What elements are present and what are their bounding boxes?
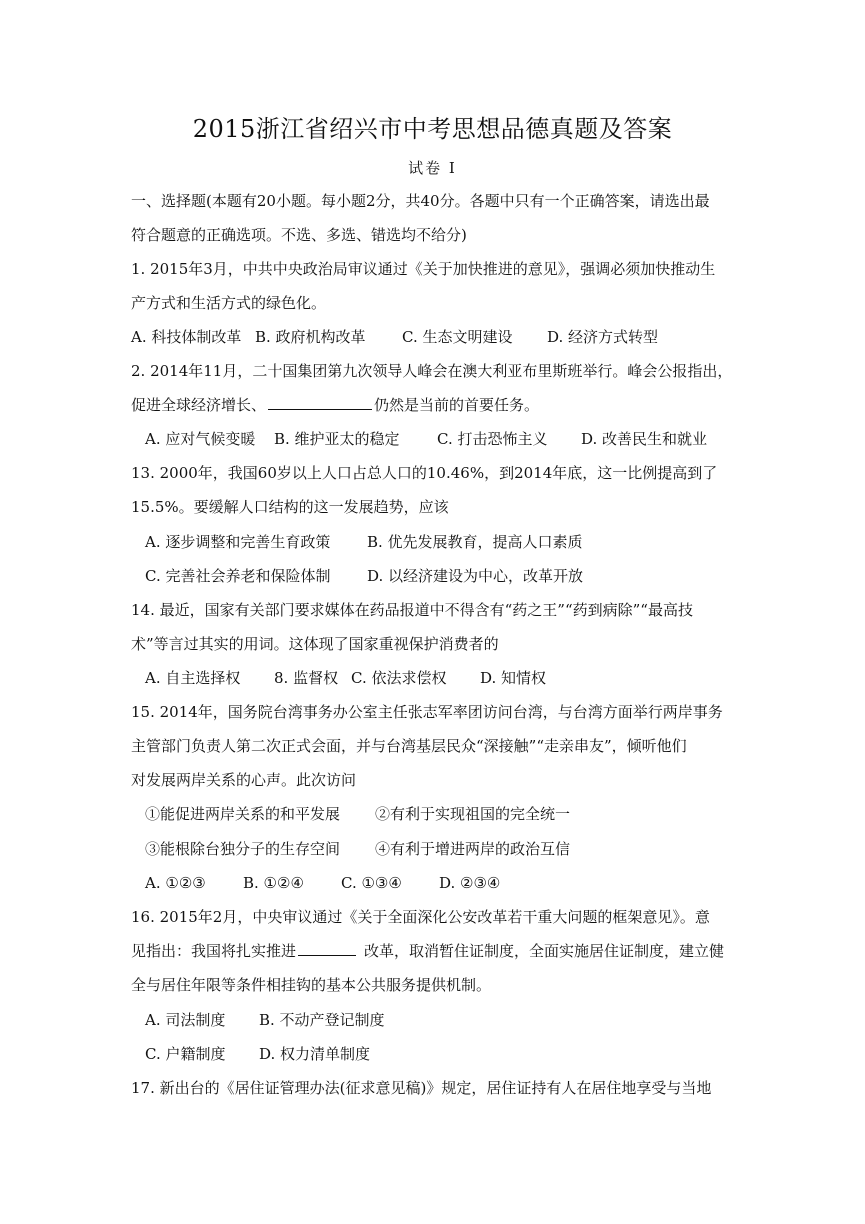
q13-line-2: 15.5%。要缓解人口结构的这一发展趋势，应该: [131, 498, 449, 516]
q16-line-2-end: 改革，取消暂住证制度，全面实施居住证制度，建立健: [364, 942, 725, 960]
q2-line-2: [131, 393, 741, 417]
q1-option-d: D. 经济方式转型: [547, 328, 659, 346]
q16-option-d: D. 权力清单制度: [259, 1045, 371, 1063]
q14-line-2: 术”等言过其实的用词。这体现了国家重视保护消费者的: [131, 635, 499, 653]
q15-option-b: B. ①②④: [243, 874, 304, 892]
q13-option-b: B. 优先发展教育，提高人口素质: [367, 533, 583, 551]
q1-options: [131, 325, 741, 349]
q2-options: [145, 427, 755, 451]
q16-option-b: B. 不动产登记制度: [259, 1011, 385, 1029]
q2-option-b: B. 维护亚太的稳定: [274, 430, 400, 448]
q13-line-1: 13. 2000年，我国60岁以上人口占总人口的10.46%，到2014年底，这一比例提高到了: [131, 464, 718, 482]
q16-option-a: A. 司法制度: [145, 1011, 226, 1029]
q15-options: [145, 871, 755, 895]
q15-option-c: C. ①③④: [341, 874, 402, 892]
q15-line-2: 主管部门负责人第二次正式会面，并与台湾基层民众“深接触”“走亲串友”，倾听他们: [131, 737, 687, 755]
q1-option-a: A. 科技体制改革: [131, 328, 242, 346]
q13-option-c: C. 完善社会养老和保险体制: [145, 567, 331, 585]
q15-statement-1: ①能促进两岸关系的和平发展: [145, 805, 341, 823]
q14-option-b: 8. 监督权: [274, 669, 339, 687]
q2-line-2-end: 仍然是当前的首要任务。: [374, 396, 540, 414]
q2-line-2-start: 促进全球经济增长、: [131, 396, 267, 414]
q15-statement-2: ②有利于实现祖国的完全统一: [375, 805, 571, 823]
q1-line-2: 产方式和生活方式的绿色化。: [131, 294, 327, 312]
q15-option-d: D. ②③④: [439, 874, 501, 892]
q1-line-1: 1. 2015年3月，中共中央政治局审议通过《关于加快推进的意见》，强调必须加快推动生: [131, 260, 716, 278]
q15-statement-3: ③能根除台独分子的生存空间: [145, 840, 341, 858]
q13-options-row-2: [145, 564, 755, 588]
q1-option-b: B. 政府机构改革: [255, 328, 366, 346]
q15-line-1: 15. 2014年，国务院台湾事务办公室主任张志军率团访问台湾，与台湾方面举行两岸事务: [131, 703, 723, 721]
q2-option-c: C. 打击恐怖主义: [437, 430, 548, 448]
q2-option-d: D. 改善民生和就业: [581, 430, 708, 448]
q15-line-3: 对发展两岸关系的心声。此次访问: [131, 771, 357, 789]
q16-option-c: C. 户籍制度: [145, 1045, 226, 1063]
q2-option-a: A. 应对气候变暖: [145, 430, 256, 448]
q14-line-1: 14. 最近，国家有关部门要求媒体在药品报道中不得含有“药之王”“药到病除”“最高技: [131, 601, 693, 619]
q2-answer-blank: [268, 393, 372, 410]
q16-options-row-2: [145, 1042, 755, 1066]
page-title: 2015浙江省绍兴市中考思想品德真题及答案: [192, 115, 673, 143]
q14-option-a: A. 自主选择权: [145, 669, 241, 687]
q13-options-row-1: [145, 530, 755, 554]
paper-subtitle: 试卷 Ⅰ: [408, 159, 457, 177]
q16-line-2-start: 见指出：我国将扎实推进: [131, 942, 297, 960]
q16-options-row-1: [145, 1008, 755, 1032]
q14-option-d: D. 知情权: [480, 669, 547, 687]
q16-answer-blank: [298, 939, 356, 956]
q13-option-a: A. 逐步调整和完善生育政策: [145, 533, 331, 551]
section-intro-line-2: 符合题意的正确选项。不选、多选、错选均不给分): [131, 226, 467, 244]
q15-option-a: A. ①②③: [145, 874, 206, 892]
q17-line-1: 17. 新出台的《居住证管理办法(征求意见稿)》规定，居住证持有人在居住地享受与当地: [131, 1079, 712, 1097]
q15-statements-row-1: [145, 802, 755, 826]
section-intro-line-1: 一、选择题(本题有20小题。每小题2分，共40分。各题中只有一个正确答案，请选出最: [131, 192, 710, 210]
q15-statement-4: ④有利于增进两岸的政治互信: [375, 840, 571, 858]
q1-option-c: C. 生态文明建设: [402, 328, 513, 346]
q2-line-1: 2. 2014年11月，二十国集团第九次领导人峰会在澳大利亚布里斯班举行。峰会公报指出，: [131, 362, 733, 380]
q14-options: [145, 666, 755, 690]
q13-option-d: D. 以经济建设为中心，改革开放: [367, 567, 584, 585]
q14-option-c: C. 依法求偿权: [351, 669, 447, 687]
q16-line-3: 全与居住年限等条件相挂钩的基本公共服务提供机制。: [131, 976, 492, 994]
q16-line-1: 16. 2015年2月，中央审议通过《关于全面深化公安改革若干重大问题的框架意见》。意: [131, 908, 710, 926]
q15-statements-row-2: [145, 837, 755, 861]
q16-line-2: [131, 939, 741, 963]
